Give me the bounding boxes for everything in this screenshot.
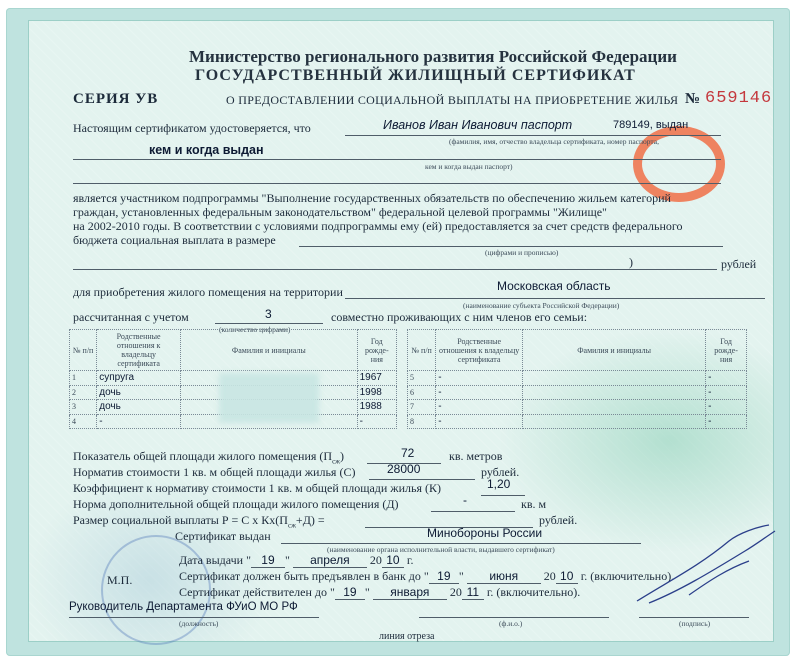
family-label-after: совместно проживающих с ним членов его семьи: <box>331 310 588 324</box>
territory-value: Московская область <box>497 279 611 293</box>
issued-by-value: Минобороны России <box>427 526 543 540</box>
extra-area-label: Норма дополнительной общей площади жилого помещения (Д) <box>73 497 399 511</box>
area-value: 72 <box>401 446 415 460</box>
table-row: 6 - - <box>408 385 747 400</box>
position-value: Руководитель Департамента ФУиО МО РФ <box>69 601 298 613</box>
issue-date-row: Дата выдачи " 19 " апреля 20 10 г. <box>179 553 414 567</box>
coef-line <box>481 495 525 496</box>
series-label: СЕРИЯ УВ <box>73 91 159 107</box>
formula-unit: рублей. <box>539 513 578 527</box>
number-label: № <box>685 91 702 107</box>
col-name: Фамилия и инициалы <box>523 330 706 371</box>
issued-by-label: Сертификат выдан <box>175 529 271 543</box>
cost-unit: рублей. <box>481 465 520 479</box>
valid-date-row: Сертификат действителен до " 19 " января 20 11 г. (включительно). <box>179 585 581 599</box>
col-relation: Родственные отношения к владельцу сертификата <box>97 330 181 371</box>
position-line <box>69 617 319 618</box>
col-relation: Родственные отношения к владельцу сертификата <box>436 330 523 371</box>
body-line-4: бюджета социальная выплата в размере <box>73 233 276 247</box>
territory-label: для приобретения жилого помещения на территории <box>73 285 343 299</box>
col-year: Год рожде-ния <box>706 330 747 371</box>
certificate-number: 659146 <box>705 89 773 108</box>
table-row: 4 - - <box>70 414 397 429</box>
holder-name-value: Иванов Иван Иванович паспорт <box>383 118 573 132</box>
certificate-body <box>28 20 774 642</box>
body-line-1: является участником подпрограммы "Выполнение государственных обязательств по обеспечению жильем категорий <box>73 191 671 205</box>
table-header-row <box>408 330 747 371</box>
mp-label: М.П. <box>107 573 133 587</box>
extra-area-line <box>431 511 515 512</box>
area-unit: кв. метров <box>449 449 503 463</box>
body-line-2: граждан, установленных федеральным законодательством" федеральной целевой программы "Жилище" <box>73 205 607 219</box>
sign-caption: (подпись) <box>679 619 711 628</box>
amount-caption: (цифрами и прописью) <box>485 248 559 257</box>
tear-off-label: линия отреза <box>379 631 435 642</box>
certificate-title: ГОСУДАРСТВЕННЫЙ ЖИЛИЩНЫЙ СЕРТИФИКАТ <box>195 67 636 84</box>
amount-line-1 <box>299 246 723 247</box>
holder-passport-value: 789149, выдан <box>613 119 689 131</box>
col-num: № п/п <box>70 330 97 371</box>
position-caption: (должность) <box>179 619 219 628</box>
table-row: 8 - - <box>408 414 747 429</box>
area-label: Показатель общей площади жилого помещения $(П_{сж})$ <box>73 449 345 466</box>
family-count-value: 3 <box>265 307 272 321</box>
extra-area-value: - <box>463 493 467 507</box>
table-row: 7 - - <box>408 400 747 415</box>
fio-caption: (ф.и.о.) <box>499 619 523 628</box>
col-num: № п/п <box>408 330 436 371</box>
ministry-title: Министерство регионального развития Российской Федерации <box>189 47 677 66</box>
table-row: 5 - - <box>408 371 747 386</box>
redacted-names-left <box>219 373 319 423</box>
holder-intro: Настоящим сертификатом удостоверяется, что <box>73 121 311 135</box>
cost-line <box>369 479 475 480</box>
holder-name-caption: (фамилия, имя, отчество владельца сертификата, номер паспорта, <box>449 137 659 146</box>
territory-caption: (наименование субъекта Российской Федерации) <box>463 301 620 310</box>
coef-value: 1,20 <box>487 477 511 491</box>
holder-issued-line <box>73 159 721 160</box>
table-row: 3 дочь 1988 <box>70 400 397 415</box>
issued-by-line <box>281 543 641 544</box>
holder-issued-caption: кем и когда выдан паспорт) <box>425 162 513 171</box>
family-table-right <box>407 329 747 429</box>
fio-line <box>419 617 609 618</box>
body-line-3: на 2002-2010 годы. В соответствии с условиями подпрограммы ему (ей) предоставляется за счет средств федерального <box>73 219 683 233</box>
family-label-before: рассчитанная с учетом <box>73 310 189 324</box>
amount-rubles: рублей <box>721 257 757 271</box>
holder-extra-line <box>73 183 721 184</box>
family-count-line <box>215 323 323 324</box>
extra-area-unit: кв. м <box>521 497 547 511</box>
bank-date-row: Сертификат должен быть предъявлен в банк до " 19 " июня 20 10 г. (включительно). <box>179 569 675 583</box>
family-count-caption: (количество цифрами) <box>219 325 291 334</box>
signature-scribble-icon <box>629 521 779 611</box>
cost-value: 28000 <box>387 462 421 476</box>
col-year: Год рожде-ния <box>357 330 396 371</box>
sign-line <box>639 617 749 618</box>
col-name: Фамилия и инициалы <box>181 330 358 371</box>
table-header-row <box>70 330 397 371</box>
certificate-frame <box>6 8 790 656</box>
table-row: 2 дочь 1998 <box>70 385 397 400</box>
territory-line <box>345 298 765 299</box>
amount-paren: ) <box>629 255 633 269</box>
holder-name-line <box>345 135 721 136</box>
issued-by-caption: (наименование органа исполнительной власти, выдавшего сертификат) <box>327 545 555 554</box>
holder-issued-value: кем и когда выдан <box>149 143 264 157</box>
formula-label: Размер социальной выплаты Р = С х $Кх(П_{сж}+Д)$ = <box>73 513 325 530</box>
coef-label: Коэффициент к нормативу стоимости 1 кв. м общей площади жилья (К) <box>73 481 441 495</box>
table-row: 1 супруга 1967 <box>70 371 397 386</box>
amount-line-2 <box>73 269 717 270</box>
cost-label: Норматив стоимости 1 кв. м общей площади жилья (С) <box>73 465 356 479</box>
certificate-subtitle: О ПРЕДОСТАВЛЕНИИ СОЦИАЛЬНОЙ ВЫПЛАТЫ НА ПРИОБРЕТЕНИЕ ЖИЛЬЯ <box>226 93 679 107</box>
